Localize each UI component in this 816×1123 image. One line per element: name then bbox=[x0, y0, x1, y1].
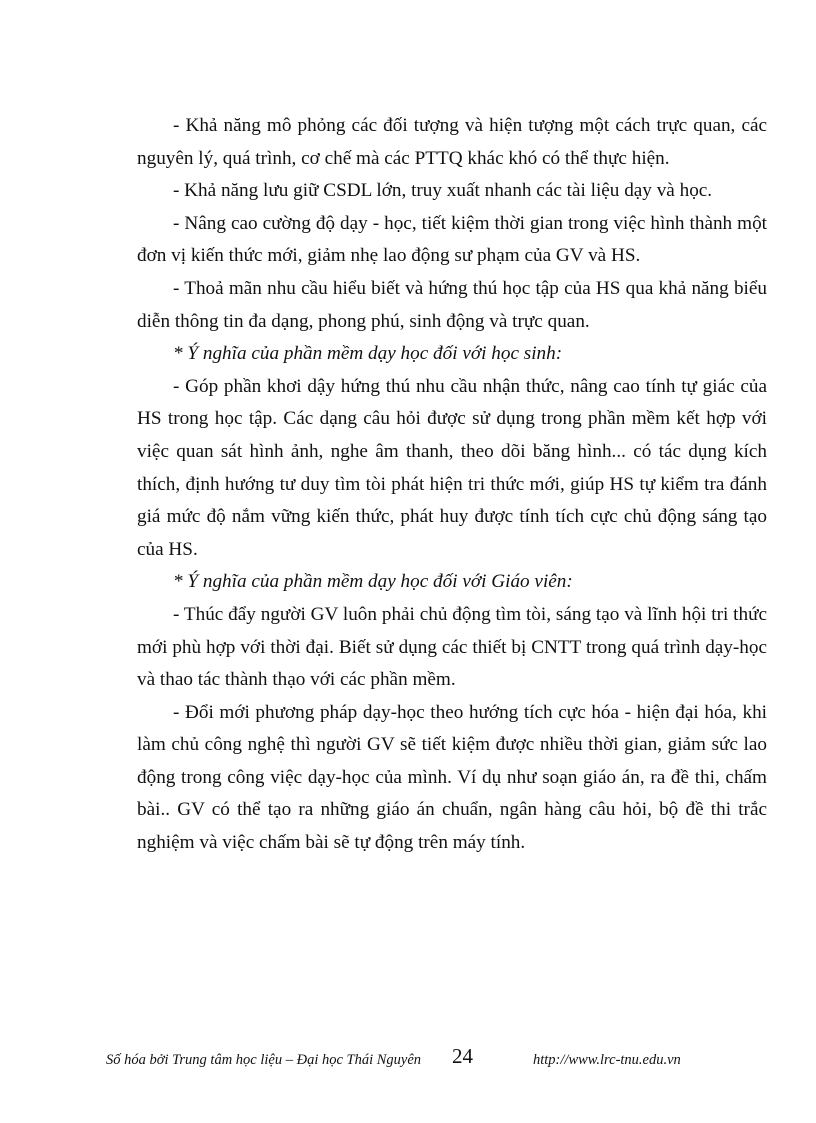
paragraph-students-motivation: - Góp phần khơi dậy hứng thú nhu cầu nhận thức, nâng cao tính tự giác của HS trong học tập. Các dạng câu hỏi được sử dụng trong phần mềm kết hợp với việc quan sát hình ảnh, nghe âm thanh, theo dõi băng hình... có tác dụng kích thích, định hướng tư duy tìm tòi phát hiện tri thức mới, giúp HS tự kiểm tra đánh giá mức độ nắm vững kiến thức, phát huy được tính tích cực chủ động sáng tạo của HS. bbox=[137, 375, 767, 560]
paragraph-teachers-initiative: - Thúc đẩy người GV luôn phải chủ động tìm tòi, sáng tạo và lĩnh hội tri thức mới phù hợp với thời đại. Biết sử dụng các thiết bị CNTT trong quá trình dạy-học và thao tác thành thạo với các phần mềm. bbox=[137, 603, 767, 691]
page-footer bbox=[0, 1040, 816, 1080]
footer-digitized-by: Số hóa bởi Trung tâm học liệu – Đại học Thái Nguyên bbox=[106, 1052, 422, 1068]
paragraph-teachers-innovation: - Đổi mới phương pháp dạy-học theo hướng tích cực hóa - hiện đại hóa, khi làm chủ công nghệ thì người GV sẽ tiết kiệm được nhiều thời gian, giảm sức lao động trong công việc dạy-học của mình. Ví dụ như soạn giáo án, ra đề thi, chấm bài.. GV có thể tạo ra những giáo án chuẩn, ngân hàng câu hỏi, bộ đề thi trắc nghiệm và việc chấm bài sẽ tự động trên máy tính. bbox=[137, 701, 767, 854]
paragraph-database: - Khả năng lưu giữ CSDL lớn, truy xuất nhanh các tài liệu dạy và học. bbox=[173, 180, 713, 202]
paragraph-intensity: - Nâng cao cường độ dạy - học, tiết kiệm thời gian trong việc hình thành một đơn vị kiến thức mới, giảm nhẹ lao động sư phạm của GV và HS. bbox=[137, 212, 767, 267]
page-number: 24 bbox=[452, 1044, 473, 1068]
heading-students: * Ý nghĩa của phần mềm dạy học đối với học sinh: bbox=[173, 343, 563, 365]
document-body bbox=[137, 110, 767, 860]
footer-url: http://www.lrc-tnu.edu.vn bbox=[533, 1052, 681, 1068]
heading-teachers: * Ý nghĩa của phần mềm dạy học đối với Giáo viên: bbox=[173, 571, 573, 593]
paragraph-interest: - Thoả mãn nhu cầu hiểu biết và hứng thú học tập của HS qua khả năng biểu diễn thông tin đa dạng, phong phú, sinh động và trực quan. bbox=[137, 277, 767, 332]
paragraph-simulation: - Khả năng mô phỏng các đối tượng và hiện tượng một cách trực quan, các nguyên lý, quá trình, cơ chế mà các PTTQ khác khó có thể thực hiện. bbox=[137, 115, 767, 169]
